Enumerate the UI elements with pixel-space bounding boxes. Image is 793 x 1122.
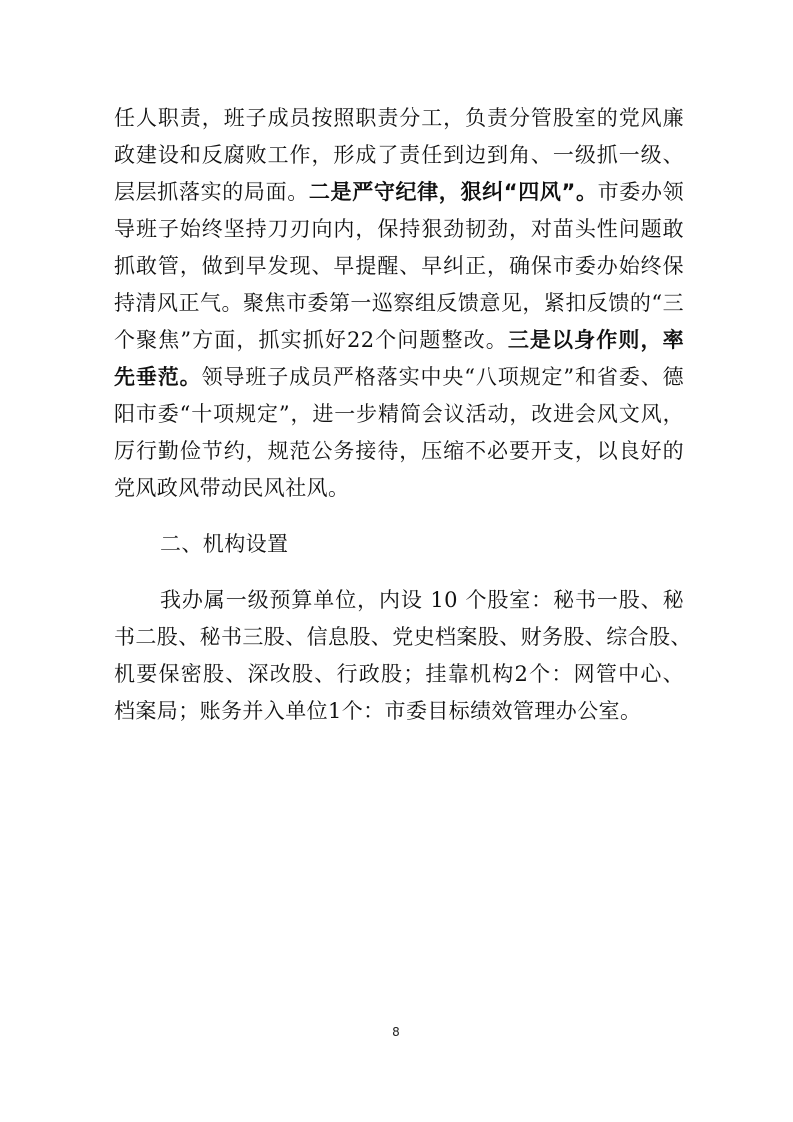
body-line bbox=[114, 359, 684, 395]
body-text: 领导班子成员严格落实中央“八项规定”和省委、德 bbox=[201, 365, 684, 389]
section-body-line: 书二股、秘书三股、信息股、党史档案股、财务股、综合股、 bbox=[114, 625, 692, 649]
body-line: 厉行勤俭节约，规范公务接待，压缩不必要开支，以良好的 bbox=[114, 439, 684, 463]
body-line: 导班子始终坚持刀刃向内，保持狠劲韧劲，对苗头性问题敢 bbox=[114, 217, 684, 241]
body-line: 抓敢管，做到早发现、早提醒、早纠正，确保市委办始终保 bbox=[114, 254, 684, 278]
section-body-line: 档案局；账务并入单位1个：市委目标绩效管理办公室。 bbox=[114, 699, 642, 723]
section-body-line: 机要保密股、深改股、行政股；挂靠机构2个：网管中心、 bbox=[114, 662, 684, 686]
body-line: 政建设和反腐败工作，形成了责任到边到角、一级抓一级、 bbox=[114, 143, 684, 167]
page-number: 8 bbox=[392, 1025, 400, 1039]
body-line: 党风政风带动民风社风。 bbox=[114, 476, 350, 500]
body-text: 层层抓落实的局面。 bbox=[114, 180, 309, 204]
body-text: 个聚焦”方面，抓实抓好22个问题整改。 bbox=[114, 328, 508, 352]
body-line: 持清风正气。聚焦市委第一巡察组反馈意见，紧扣反馈的“三 bbox=[114, 291, 684, 315]
section-body-line: 我办属一级预算单位，内设 10 个股室：秘书一股、秘 bbox=[160, 588, 684, 612]
body-line: 阳市委“十项规定”，进一步精简会议活动，改进会风文风， bbox=[114, 402, 684, 426]
bold-point-three: 三是以身作则，率 bbox=[507, 328, 684, 352]
bold-point-two: 二是严守纪律，狠纠“四风”。 bbox=[308, 180, 598, 204]
body-line: 任人职责，班子成员按照职责分工，负责分管股室的党风廉 bbox=[114, 106, 684, 130]
body-line bbox=[114, 322, 684, 358]
bold-point-three-cont: 先垂范。 bbox=[114, 365, 202, 389]
body-line bbox=[114, 174, 684, 210]
body-text: 市委办领 bbox=[597, 180, 684, 204]
section-heading: 二、机构设置 bbox=[160, 532, 289, 556]
